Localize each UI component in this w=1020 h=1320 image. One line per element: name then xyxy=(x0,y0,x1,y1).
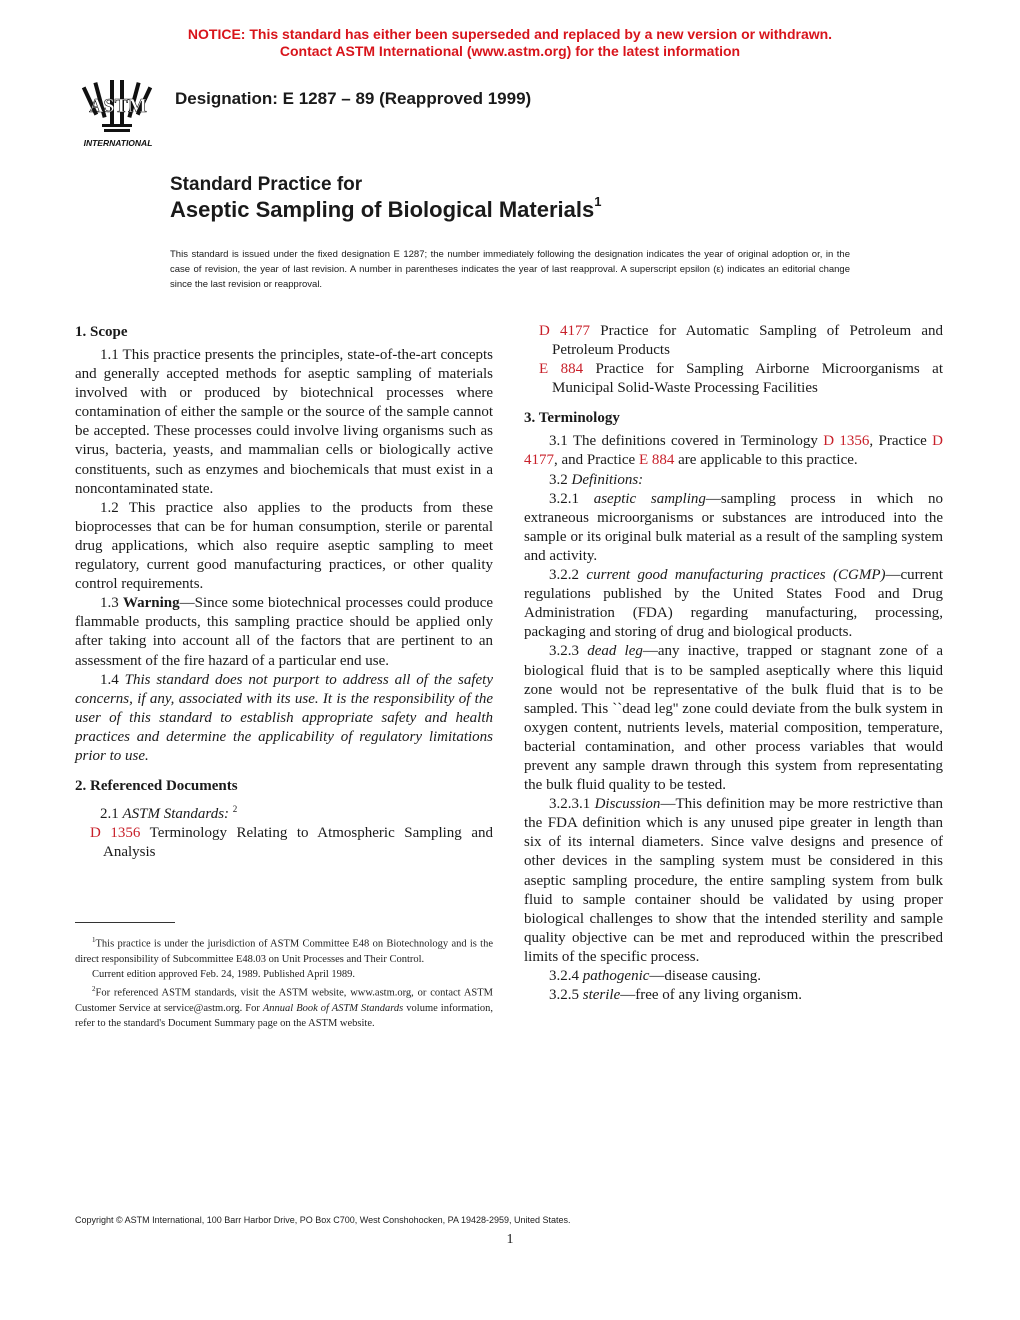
definition-text: —disease causing. xyxy=(649,968,762,984)
reference-item xyxy=(75,824,493,862)
scope-1-2: 1.2 This practice also applies to the products from these bioprocesses that can be for human consumption, sterile or parental drug applications, which also require aseptic sampling to meet regulatory, current good manufacturing practices, or other quality control requirements. xyxy=(75,499,493,593)
warning-text: —Since some biotechnical processes could produce flammable products, this sampling practice should be applied only after taking into account all of the factors that are pertinent to an assessment of the fire hazard of a particular end use. xyxy=(75,595,494,669)
definition-term: current good manufacturing practices (CGMP) xyxy=(586,567,886,584)
definition-text: —sampling process in which no extraneous microorganisms or substances are introduced into the sample or its original bulk material as a result of the sampling system and activity. xyxy=(524,490,944,564)
footnote-mark: 2 xyxy=(232,804,238,815)
reference-link[interactable]: D 1356 xyxy=(823,433,870,450)
para-num: 3.2.2 xyxy=(549,567,587,584)
scope-1-1: 1.1 This practice presents the principles, state-of-the-art concepts and generally accepted methods for aseptic sampling of materials involved with or produced by biotechnical processes where contamination of either the sample or the source of the sample cannot be accepted. These processes could involve living organisms such as virus, bacteria, yeasts, and mammalian cells or biologically active constituents, such as enzymes and biochemicals that must exist in a noncontaminated state. xyxy=(75,347,493,497)
definition-term: dead leg xyxy=(587,643,643,660)
definition xyxy=(524,986,943,1005)
para-num: 3.2.3 xyxy=(549,643,588,660)
warning-label: Warning xyxy=(122,595,180,612)
designation: Designation: E 1287 – 89 (Reapproved 1999) xyxy=(175,89,532,108)
astm-standards-label xyxy=(75,800,493,824)
footnote-text: This practice is under the jurisdiction of ASTM Committee E48 on Biotechnology and is the direct responsibility of Subcommittee E48.03 on Unit Processes and Their Control. xyxy=(75,938,493,965)
title-text: Aseptic Sampling of Biological Materials xyxy=(170,197,595,222)
footnote-rule xyxy=(75,922,175,923)
para-num: 3.2.5 xyxy=(549,987,583,1004)
definition-text: —This definition may be more restrictive than the FDA definition which is any unused pipe greater in length than six of its internal diameters. Since valve designs and presence of other devices in the sampling system must be considered in this aseptic sampling procedure, the entire sampling system from bulk fluid to sample container should be validated by using proper biological challenges to show that the intended sterility and sample quality objective can be met and reproduced within the prescribed limits of the specific process. xyxy=(524,796,944,965)
reference-link[interactable]: D 1356 xyxy=(90,825,141,842)
definition-text: —free of any living organism. xyxy=(620,987,803,1004)
footnote-1 xyxy=(75,933,493,967)
definition-text: —current regulations published by the United States Food and Drug Administration (FDA) regarding manufacturing, processing, packaging and storing of drug and biological products. xyxy=(524,567,943,641)
footnote-text: volume information, refer to the standard's Document Summary page on the ASTM website. xyxy=(75,1002,493,1030)
reference-title: Practice for Automatic Sampling of Petroleum and Petroleum Products xyxy=(552,323,943,359)
para-num: 3.2.1 xyxy=(549,490,594,507)
definitions-label: Definitions: xyxy=(571,471,644,488)
definition-term: aseptic sampling xyxy=(593,490,706,507)
definition-term: Discussion xyxy=(594,796,661,813)
para-num: 1.3 xyxy=(100,595,123,612)
logo-text: ASTM xyxy=(89,95,147,117)
left-column xyxy=(75,322,493,862)
para-num: 1.4 xyxy=(100,671,125,688)
notice-line-2: Contact ASTM International (www.astm.org) for the latest information xyxy=(279,43,741,59)
supersede-notice xyxy=(0,26,1020,60)
reference-link[interactable]: D 4177 xyxy=(524,433,943,469)
terminology-heading: 3. Terminology xyxy=(524,410,620,427)
footnote-mark: 2 xyxy=(92,985,96,994)
copyright: Copyright © ASTM International, 100 Barr Harbor Drive, PO Box C700, West Conshohocken, PA 19428-2959, United States. xyxy=(75,1215,571,1225)
definition xyxy=(524,642,943,795)
reference-item xyxy=(524,360,943,398)
footnote-1b: Current edition approved Feb. 24, 1989. Published April 1989. xyxy=(92,968,356,980)
definition xyxy=(524,967,943,986)
issuance-statement: This standard is issued under the fixed designation E 1287; the number immediately following the designation indicates the year of original adoption or, in the case of revision, the year of last revision. A number in parentheses indicates the year of last reapproval. A superscript epsilon (ε) indicates an editorial change since the last revision or reapproval. xyxy=(170,249,850,290)
title-line-1: Standard Practice for xyxy=(170,174,363,195)
reference-title: Terminology Relating to Atmospheric Sampling and Analysis xyxy=(103,825,493,861)
reference-link[interactable]: D 4177 xyxy=(539,323,591,339)
para-num: 3.2 xyxy=(549,471,572,488)
scope-heading: 1. Scope xyxy=(75,324,128,340)
para-num: 3.2.3.1 xyxy=(549,796,595,813)
para-text: 3.1 The definitions covered in Terminology xyxy=(549,433,824,450)
para-num: 2.1 xyxy=(100,806,123,823)
para-text: , Practice xyxy=(869,433,933,450)
reference-item xyxy=(524,322,943,360)
notice-line-1: NOTICE: This standard has either been superseded and replaced by a new version or withdrawn. xyxy=(187,26,833,42)
footnotes xyxy=(75,933,493,1031)
para-text: , and Practice xyxy=(554,452,639,469)
terminology-3-2 xyxy=(524,471,943,490)
reference-link[interactable]: E 884 xyxy=(638,452,675,469)
footnote-italic: Annual Book of ASTM Standards xyxy=(262,1002,404,1014)
para-num: 3.2.4 xyxy=(549,968,583,984)
astm-label: ASTM Standards: xyxy=(122,806,230,823)
title-line-2 xyxy=(170,194,602,223)
definition xyxy=(524,566,943,642)
right-column xyxy=(524,322,943,1005)
safety-caveat: This standard does not purport to address all of the safety concerns, if any, associated with its use. It is the responsibility of the user of this standard to establish appropriate safety and health practices and determine the applicability of regulatory limitations prior to use. xyxy=(75,671,494,764)
terminology-3-1 xyxy=(524,432,943,470)
definition-text: —any inactive, trapped or stagnant zone of a biological fluid that is to be sampled aseptically where this liquid zone would not be representative of the bulk fluid that is to be sampled. This ``dead leg'' zone could deviate from the bulk system in oxygen content, nutrients levels, material composition, temperature, bacterial contamination, and other process variables that would prevent any sample drawn through this system from representating the bulk fluid quality to be tested. xyxy=(524,643,944,794)
definition-term: sterile xyxy=(582,987,621,1004)
scope-1-3 xyxy=(75,594,493,670)
definition-term: pathogenic xyxy=(582,968,650,984)
page-number: 1 xyxy=(506,1232,514,1247)
footnote-mark: 1 xyxy=(92,936,96,944)
definition xyxy=(524,795,943,967)
astm-logo-icon xyxy=(74,76,162,152)
reference-link[interactable]: E 884 xyxy=(539,361,584,378)
definition xyxy=(524,490,943,566)
para-text: are applicable to this practice. xyxy=(674,452,858,469)
reference-title: Practice for Sampling Airborne Microorganisms at Municipal Solid-Waste Processing Facilities xyxy=(552,361,943,397)
footnote-2 xyxy=(75,982,493,1031)
scope-1-4 xyxy=(75,671,493,766)
footnote-text: For referenced ASTM standards, visit the ASTM website, www.astm.org, or contact ASTM Customer Service at service@astm.org. For xyxy=(75,987,493,1014)
title-footnote-mark: 1 xyxy=(594,194,602,209)
logo-subtext: INTERNATIONAL xyxy=(83,138,153,148)
referenced-heading: 2. Referenced Documents xyxy=(75,778,238,795)
